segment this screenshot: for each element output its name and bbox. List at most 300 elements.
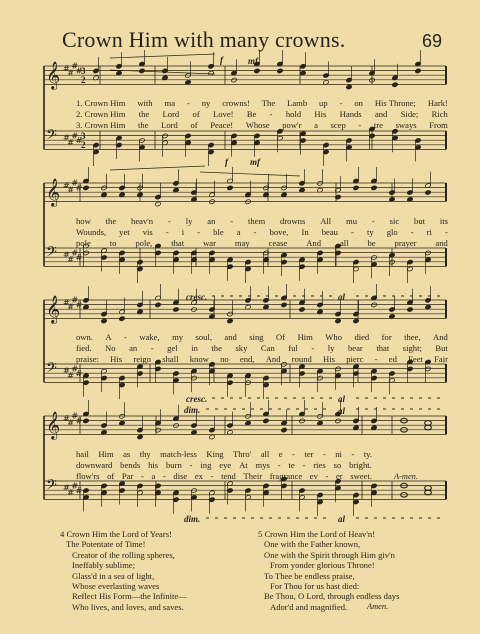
lyric-syllable: From bbox=[429, 120, 448, 130]
lyric-syllable: All bbox=[320, 216, 332, 226]
lyric-syllable: - bbox=[150, 343, 154, 353]
lyric-syllable: dise bbox=[173, 471, 188, 481]
sharp-icon: # bbox=[67, 488, 74, 498]
lyric-syllable: mu bbox=[346, 216, 358, 226]
sharp-icon: # bbox=[63, 298, 70, 307]
lyric-syllable: ter bbox=[304, 449, 314, 459]
bass-clef-icon: 𝄢 bbox=[46, 477, 57, 497]
lyric-syllable: Fair bbox=[434, 354, 448, 364]
note-head bbox=[353, 185, 359, 190]
treble-clef-icon: 𝄞 bbox=[46, 178, 61, 206]
lyric-syllable: match-less bbox=[160, 449, 197, 459]
lyric-syllable: how bbox=[76, 216, 91, 226]
lyric-syllable: Who bbox=[325, 332, 342, 342]
lyric-syllable: of bbox=[192, 109, 200, 119]
lyric-syllable: - bbox=[302, 460, 306, 470]
lyric-syllable: downward bbox=[76, 460, 113, 470]
dynamic-mark: al bbox=[338, 394, 346, 404]
lyric-syllable: in bbox=[191, 343, 198, 353]
lyric-syllable: heav'n bbox=[131, 216, 154, 226]
lyric-syllable: war bbox=[203, 238, 216, 248]
lyric-syllable: - bbox=[325, 471, 329, 481]
lyric-syllable: fied. bbox=[76, 343, 92, 353]
lyric-syllable: sight; bbox=[402, 343, 422, 353]
lyric-syllable: all bbox=[260, 449, 270, 459]
lyric-syllable: a bbox=[151, 471, 156, 481]
lyric-syllable: sways bbox=[395, 120, 417, 130]
sharp-icon: # bbox=[67, 371, 74, 381]
note-head bbox=[407, 307, 413, 312]
note-head bbox=[425, 425, 432, 430]
note-head bbox=[209, 434, 215, 439]
lyric-syllable: the bbox=[211, 343, 222, 353]
lyric-syllable: to bbox=[109, 238, 117, 248]
time-signature: 2 bbox=[81, 140, 86, 150]
time-signature: 2 bbox=[81, 75, 86, 85]
lyric-syllable: Feet bbox=[408, 354, 423, 364]
lyric-syllable: - bbox=[358, 120, 362, 130]
dynamic-mark: f bbox=[225, 157, 228, 167]
lyric-syllable: 2. Crown Him bbox=[76, 109, 126, 119]
lyric-syllable: the bbox=[138, 109, 150, 119]
lyric-syllable: ni bbox=[335, 449, 342, 459]
note-head bbox=[263, 418, 269, 423]
lyric-syllable: Lord bbox=[161, 120, 178, 130]
lyric-syllable: and bbox=[374, 109, 388, 119]
verse-line: Ineffably sublime; bbox=[72, 560, 136, 571]
lyric-syllable: Hands bbox=[339, 109, 362, 119]
lyric-syllable: - bbox=[292, 449, 295, 459]
lyric-syllable: Can bbox=[260, 343, 275, 353]
treble-clef-icon: 𝄞 bbox=[46, 295, 61, 323]
sharp-icon: # bbox=[67, 302, 74, 312]
dynamic-mark: al bbox=[338, 292, 346, 302]
bass-staff bbox=[44, 131, 446, 149]
lyric-syllable: ed bbox=[388, 354, 397, 364]
lyric-syllable: Him bbox=[297, 332, 313, 342]
note-head bbox=[335, 318, 341, 323]
lyric-syllable: hail bbox=[76, 449, 89, 459]
note-head bbox=[425, 486, 432, 491]
lyric-syllable: bends bbox=[120, 460, 141, 470]
dynamic-mark: f bbox=[220, 55, 223, 65]
sharp-icon: # bbox=[71, 61, 79, 71]
lyric-syllable: of bbox=[107, 471, 115, 481]
lyric-syllable: At bbox=[239, 460, 248, 470]
lyric-syllable: Par bbox=[121, 471, 134, 481]
lyric-syllable: beau bbox=[321, 227, 338, 237]
lyric-syllable: on bbox=[354, 98, 363, 108]
lyric-line bbox=[76, 99, 448, 108]
lyric-syllable: Hark! bbox=[427, 98, 448, 108]
verse-line: One with the Father known, bbox=[264, 539, 361, 550]
note-head bbox=[392, 82, 398, 87]
verse-line: Be Thou, O Lord, through endless days bbox=[264, 591, 400, 602]
note-head bbox=[425, 490, 432, 495]
lyric-syllable: And bbox=[306, 238, 321, 248]
sharp-icon: # bbox=[67, 418, 74, 428]
lyric-syllable: - bbox=[351, 227, 354, 237]
lyric-syllable: ty. bbox=[363, 449, 372, 459]
lyric-syllable: sing bbox=[249, 332, 264, 342]
sharp-icon: # bbox=[67, 185, 74, 195]
lyric-syllable: know bbox=[189, 354, 209, 364]
verse-line: Whose everlasting waves bbox=[72, 581, 160, 592]
sharp-icon: # bbox=[63, 414, 70, 423]
dynamic-mark: cresc. bbox=[186, 394, 208, 404]
lyric-syllable: glo bbox=[386, 227, 398, 237]
lyric-syllable: that bbox=[376, 343, 390, 353]
lyric-syllable: for bbox=[381, 332, 392, 342]
lyric-syllable: vis bbox=[142, 227, 153, 237]
lyric-syllable: ex bbox=[194, 471, 203, 481]
lyric-syllable: a bbox=[236, 227, 241, 237]
note-head bbox=[425, 421, 432, 426]
lyric-syllable: i bbox=[181, 227, 185, 237]
lyric-syllable: pole bbox=[76, 238, 91, 248]
lyric-syllable: drowns bbox=[280, 216, 306, 226]
sharp-icon: # bbox=[71, 248, 79, 258]
lyric-syllable: ly bbox=[185, 216, 193, 226]
dynamic-mark: dim. bbox=[184, 405, 201, 415]
lyric-syllable: - bbox=[197, 227, 201, 237]
lyric-line bbox=[76, 461, 372, 470]
lyric-syllable: the bbox=[138, 120, 149, 130]
lyric-syllable: Whose bbox=[245, 120, 270, 130]
lyric-syllable: - bbox=[165, 227, 169, 237]
lyric-syllable: Be bbox=[246, 109, 257, 119]
lyric-syllable: hold bbox=[285, 109, 302, 119]
lyric-syllable: burn bbox=[166, 460, 182, 470]
sharp-icon: # bbox=[75, 300, 83, 310]
note-head bbox=[137, 434, 143, 439]
treble-staff bbox=[44, 66, 446, 84]
dynamic-mark: dim. bbox=[184, 514, 201, 524]
lyric-syllable: And bbox=[433, 332, 448, 342]
lyric-syllable: pow'r bbox=[282, 120, 302, 130]
bass-clef-icon: 𝄢 bbox=[46, 360, 57, 380]
lyric-syllable: no bbox=[220, 354, 229, 364]
note-head bbox=[101, 318, 107, 323]
lyric-syllable: praise: bbox=[76, 354, 99, 364]
note-head bbox=[415, 68, 421, 73]
lyric-syllable: my bbox=[172, 332, 184, 342]
lyric-syllable: - bbox=[371, 216, 375, 226]
lyric-syllable: Rich bbox=[431, 109, 448, 119]
sharp-icon: # bbox=[71, 178, 79, 188]
lyric-syllable: flow'rs bbox=[76, 471, 100, 481]
lyric-syllable: bear bbox=[348, 343, 363, 353]
verse-line: 4 Crown Him the Lord of Years! bbox=[60, 529, 172, 539]
note-head bbox=[277, 68, 283, 73]
lyric-line bbox=[76, 355, 448, 364]
verse-line: Creator of the rolling spheres, bbox=[72, 549, 175, 560]
lyric-syllable: them bbox=[247, 216, 266, 226]
note-head bbox=[371, 185, 377, 190]
lyric-syllable: round bbox=[291, 354, 312, 364]
lyric-syllable: thee, bbox=[404, 332, 421, 342]
lyric-syllable: - bbox=[253, 227, 257, 237]
lyric-syllable: pole, bbox=[135, 238, 153, 248]
lyric-syllable: may bbox=[234, 238, 250, 248]
sharp-icon: # bbox=[71, 411, 79, 421]
lyric-syllable: cease bbox=[268, 238, 288, 248]
lyric-syllable: own. bbox=[76, 332, 93, 342]
note-head bbox=[173, 307, 179, 312]
lyric-syllable: ma bbox=[164, 98, 176, 108]
verse-line: One with the Spirit through Him giv'n bbox=[264, 549, 395, 560]
dynamic-mark: cresc. bbox=[186, 292, 208, 302]
lyric-syllable: yet bbox=[119, 227, 130, 237]
lyric-syllable: His bbox=[110, 354, 123, 364]
lyric-syllable: Side; bbox=[400, 109, 419, 119]
lyric-syllable: Their bbox=[243, 471, 263, 481]
verse-line: Ador'd and magnified. bbox=[270, 601, 348, 612]
verse-5 bbox=[258, 529, 399, 612]
hymn-title: Crown Him with many crowns. bbox=[62, 27, 346, 52]
sharp-icon: # bbox=[63, 64, 70, 73]
sharp-icon: # bbox=[75, 252, 83, 262]
lyric-line bbox=[76, 110, 448, 119]
lyric-syllable: - bbox=[351, 449, 355, 459]
lyric-syllable: with bbox=[137, 98, 153, 108]
lyric-syllable: sic bbox=[389, 216, 400, 226]
note-head bbox=[353, 318, 359, 323]
treble-clef-icon: 𝄞 bbox=[46, 411, 61, 439]
lyric-syllable: Love! bbox=[213, 109, 234, 119]
lyric-syllable: bove, bbox=[269, 227, 289, 237]
lyric-syllable: ri bbox=[426, 227, 432, 237]
verse-line: The Potentate of Time! bbox=[66, 539, 146, 550]
bass-clef-icon: 𝄢 bbox=[46, 127, 57, 147]
sharp-icon: # bbox=[75, 135, 83, 145]
lyric-syllable: - bbox=[444, 227, 448, 237]
lyric-syllable: ble bbox=[213, 227, 224, 237]
sharp-icon: # bbox=[71, 364, 79, 374]
sharp-icon: # bbox=[75, 183, 83, 193]
lyric-syllable: thy bbox=[139, 449, 151, 459]
verse-line: Glass'd in a sea of light, bbox=[72, 570, 155, 581]
lyric-syllable: - bbox=[322, 449, 326, 459]
sharp-icon: # bbox=[71, 481, 79, 491]
lyric-syllable: eye bbox=[219, 460, 232, 470]
hairpin bbox=[200, 172, 300, 176]
lyric-syllable: its bbox=[439, 216, 448, 226]
lyric-syllable: reign bbox=[133, 354, 152, 364]
lyric-syllable: te bbox=[288, 460, 295, 470]
note-head bbox=[119, 316, 125, 321]
lyric-syllable: In bbox=[301, 227, 309, 237]
lyric-syllable: ny bbox=[201, 98, 211, 108]
sharp-icon: # bbox=[75, 416, 83, 426]
lyric-syllable: 1. Crown Him bbox=[76, 98, 126, 108]
dynamic-mark: al bbox=[338, 514, 346, 524]
sharp-icon: # bbox=[63, 250, 70, 260]
sharp-icon: # bbox=[63, 483, 70, 493]
lyric-syllable: - bbox=[210, 471, 214, 481]
lyric-syllable: that bbox=[171, 238, 185, 248]
lyric-syllable: all bbox=[339, 238, 349, 248]
lyric-syllable: Of bbox=[276, 332, 286, 342]
verse-line: Reflect His Form—the Infinite— bbox=[72, 591, 187, 602]
lyric-syllable: fragrance bbox=[269, 471, 303, 481]
lyric-syllable: Peace! bbox=[210, 120, 234, 130]
lyric-syllable: No bbox=[105, 343, 116, 353]
sharp-icon: # bbox=[71, 295, 79, 305]
hairpin bbox=[110, 166, 205, 170]
lyric-syllable: Lord bbox=[162, 109, 180, 119]
verse-line: From yonder glorious Throne! bbox=[270, 560, 375, 571]
verse-line: To Thee be endless praise, bbox=[264, 570, 355, 581]
lyric-line bbox=[76, 344, 448, 353]
lyric-syllable: mys bbox=[255, 460, 270, 470]
lyric-syllable: soul, bbox=[195, 332, 212, 342]
lyric-syllable: prayer bbox=[394, 238, 417, 248]
lyric-syllable: sweet. bbox=[350, 471, 372, 481]
lyric-syllable: a bbox=[314, 120, 318, 130]
note-head bbox=[83, 418, 89, 423]
lyric-syllable: - bbox=[186, 98, 190, 108]
lyric-syllable: as bbox=[123, 449, 131, 459]
note-head bbox=[227, 318, 233, 323]
bass-clef-icon: 𝄢 bbox=[46, 244, 57, 264]
lyric-syllable: his bbox=[148, 460, 159, 470]
sharp-icon: # bbox=[63, 133, 70, 143]
lyric-syllable: His bbox=[323, 354, 335, 364]
lyric-syllable: so bbox=[333, 460, 342, 470]
sharp-icon: # bbox=[67, 255, 74, 265]
note-head bbox=[425, 190, 431, 195]
sharp-icon: # bbox=[71, 131, 79, 141]
amen-label: A-men. bbox=[394, 472, 418, 481]
lyric-syllable: an bbox=[129, 343, 138, 353]
sharp-icon: # bbox=[67, 138, 74, 148]
lyric-syllable: Wounds, bbox=[76, 227, 107, 237]
lyric-line bbox=[76, 333, 448, 342]
lyric-syllable: - bbox=[410, 227, 414, 237]
lyric-syllable: the bbox=[105, 216, 117, 226]
note-head bbox=[299, 307, 305, 312]
lyric-line bbox=[76, 217, 448, 226]
lyric-line bbox=[76, 228, 448, 237]
lyric-syllable: - bbox=[269, 109, 273, 119]
treble-clef-icon: 𝄞 bbox=[46, 61, 61, 89]
lyric-syllable: ty bbox=[366, 227, 374, 237]
lyric-syllable: er bbox=[335, 471, 343, 481]
lyric-syllable: of bbox=[190, 120, 198, 130]
dynamic-mark: al bbox=[338, 406, 346, 416]
lyric-syllable: bright. bbox=[349, 460, 372, 470]
lyric-syllable: - bbox=[311, 343, 315, 353]
note-head bbox=[83, 185, 89, 190]
lyric-syllable: - bbox=[189, 460, 193, 470]
lyric-syllable: crowns! bbox=[222, 98, 250, 108]
time-signature: 3 bbox=[81, 66, 86, 76]
note-head bbox=[155, 201, 161, 206]
lyric-syllable: A bbox=[105, 332, 112, 342]
sharp-icon: # bbox=[75, 485, 83, 495]
lyric-syllable: Thro' bbox=[233, 449, 252, 459]
sharp-icon: # bbox=[63, 366, 70, 376]
lyric-syllable: - bbox=[339, 98, 343, 108]
lyric-syllable: ev bbox=[309, 471, 318, 481]
sharp-icon: # bbox=[67, 68, 74, 78]
lyric-syllable: sky bbox=[235, 343, 248, 353]
dynamic-mark: mf bbox=[248, 56, 258, 66]
lyric-line bbox=[76, 121, 448, 130]
lyric-syllable: Him bbox=[98, 449, 114, 459]
dynamic-mark: mf bbox=[250, 157, 260, 167]
lyric-syllable: but bbox=[414, 216, 425, 226]
lyric-syllable: - bbox=[162, 471, 166, 481]
lyric-syllable: - bbox=[167, 216, 171, 226]
lyric-syllable: up bbox=[319, 98, 328, 108]
note-head bbox=[155, 302, 161, 307]
lyric-syllable: tend bbox=[221, 471, 236, 481]
lyric-syllable: shall bbox=[162, 354, 179, 364]
lyric-syllable: - bbox=[277, 460, 281, 470]
lyric-line bbox=[76, 239, 448, 248]
lyric-syllable: end, bbox=[239, 354, 255, 364]
lyric-syllable: - bbox=[230, 216, 234, 226]
verse-4 bbox=[60, 529, 187, 612]
verse-line: 5 Crown Him the Lord of Heav'n! bbox=[258, 529, 376, 539]
lyric-syllable: - bbox=[374, 354, 378, 364]
lyric-syllable: and bbox=[435, 238, 448, 248]
lyric-syllable: His bbox=[314, 109, 327, 119]
hairpin bbox=[110, 54, 215, 58]
lyric-syllable: Lamb bbox=[287, 98, 308, 108]
sharp-icon: # bbox=[75, 66, 83, 76]
note-head bbox=[281, 427, 287, 432]
verse-line: For Thou for us hast died: bbox=[270, 581, 360, 592]
lyric-syllable: scep bbox=[330, 120, 346, 130]
note-head bbox=[346, 84, 352, 89]
lyric-syllable: - bbox=[140, 471, 144, 481]
lyric-syllable: tre bbox=[373, 120, 383, 130]
note-head bbox=[281, 302, 287, 307]
lyric-syllable: ries bbox=[313, 460, 326, 470]
amen-label: Amen. bbox=[367, 602, 389, 611]
lyric-syllable: died bbox=[354, 332, 370, 342]
lyric-syllable: wake, bbox=[139, 332, 160, 342]
lyric-syllable: gel bbox=[167, 343, 178, 353]
lyric-syllable: But bbox=[435, 343, 448, 353]
time-signature: 3 bbox=[81, 131, 86, 141]
sharp-icon: # bbox=[75, 368, 83, 378]
lyric-syllable: e bbox=[278, 449, 283, 459]
lyric-syllable: an bbox=[207, 216, 216, 226]
lyric-syllable: be bbox=[367, 238, 376, 248]
lyric-syllable: ly bbox=[327, 343, 335, 353]
page-number: 69 bbox=[422, 31, 443, 51]
lyric-line bbox=[76, 450, 372, 459]
lyric-syllable: ful bbox=[288, 343, 298, 353]
note-head bbox=[254, 68, 260, 73]
lyric-syllable: pierc bbox=[346, 354, 364, 364]
lyric-line bbox=[76, 472, 372, 481]
lyric-syllable: - bbox=[124, 332, 127, 342]
lyric-syllable: His Throne; bbox=[374, 98, 416, 108]
verse-line: Who lives, and loves, and saves. bbox=[72, 601, 184, 612]
lyric-syllable: 3. Crown Him bbox=[76, 120, 126, 130]
sharp-icon: # bbox=[63, 181, 70, 190]
lyric-syllable: And bbox=[265, 354, 281, 364]
lyric-syllable: and bbox=[224, 332, 237, 342]
lyric-syllable: The bbox=[261, 98, 276, 108]
lyric-syllable: ing bbox=[200, 460, 212, 470]
note-head bbox=[227, 185, 233, 190]
